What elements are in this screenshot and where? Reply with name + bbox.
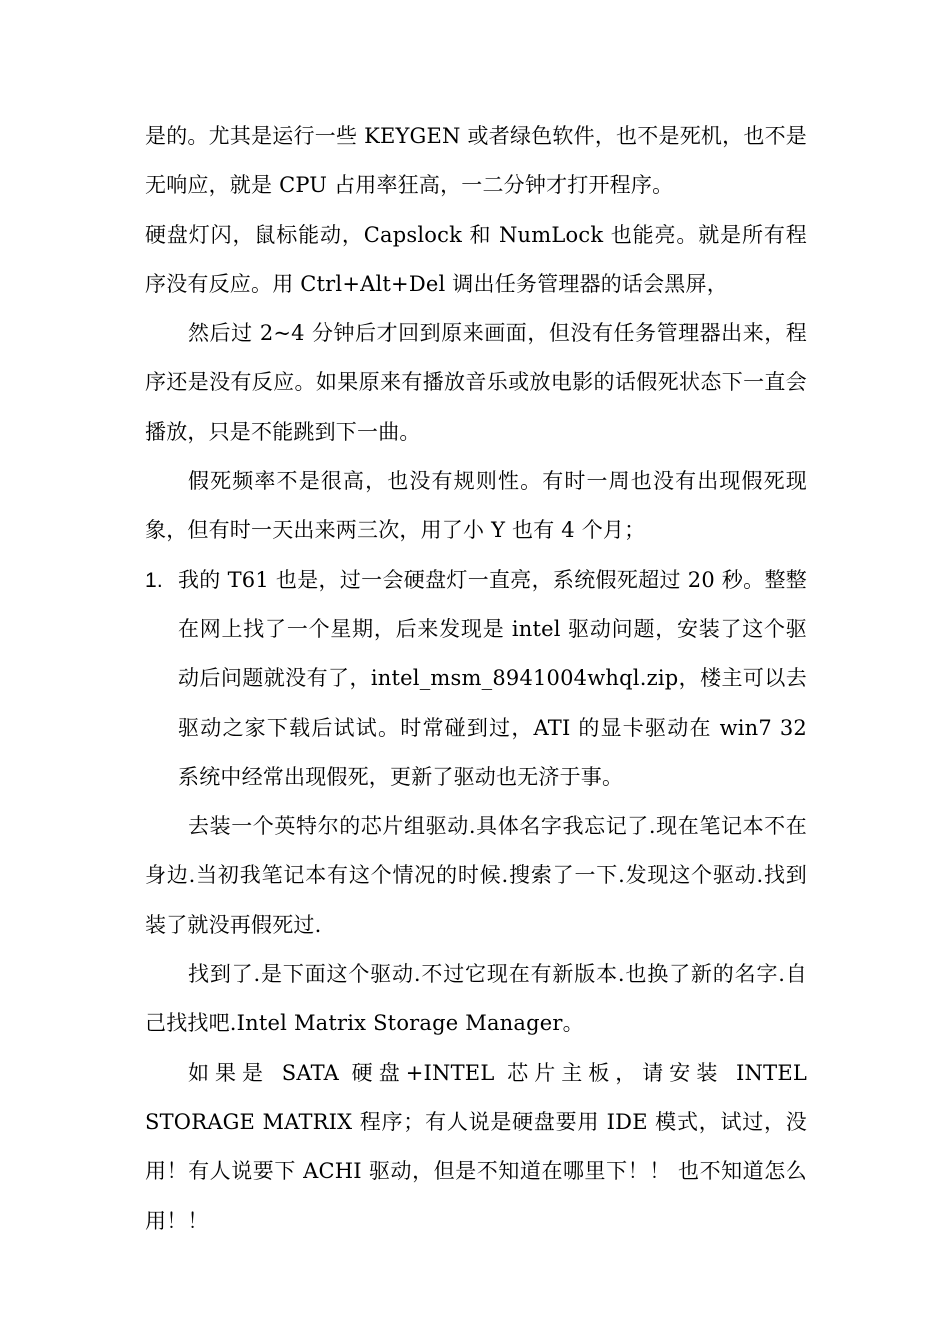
paragraph-chipset-driver: 去装一个英特尔的芯片组驱动.具体名字我忘记了.现在笔记本不在身边.当初我笔记本有这个情况的时候.搜索了一下.发现这个驱动.找到装了就没再假死过.	[145, 814, 807, 937]
list-item-text: 我的 T61 也是，过一会硬盘灯一直亮，系统假死超过 20 秒。整整在网上找了一个星期，后来发现是 intel 驱动问题，安装了这个驱动后问题就没有了，intel_msm_8941004whql.zip，楼主可以去驱动之家下载后试试。时常碰到过，ATI 的显卡驱动在 win7 32 系统中经常出现假死，更新了驱动也无济于事。	[178, 567, 807, 789]
paragraph-symptoms: 硬盘灯闪，鼠标能动，Capslock 和 NumLock 也能亮。就是所有程序没有反应。用 Ctrl+Alt+Del 调出任务管理器的话会黑屏，	[145, 222, 807, 296]
paragraph-intro: 是的。尤其是运行一些 KEYGEN 或者绿色软件，也不是死机，也不是无响应，就是 CPU 占用率狂高，一二分钟才打开程序。	[145, 124, 807, 198]
paragraph-sata-advice: 如果是 SATA 硬盘+INTEL 芯片主板，请安装 INTEL STORAGE MATRIX 程序；有人说是硬盘要用 IDE 模式，试过，没用！有人说要下 ACHI 驱动，但是不知道在哪里下！！ 也不知道怎么用！！	[145, 1060, 807, 1233]
list-item-number: 1.	[145, 568, 163, 592]
paragraph-found-driver: 找到了.是下面这个驱动.不过它现在有新版本.也换了新的名字.自己找找吧.Intel Matrix Storage Manager。	[145, 962, 807, 1036]
paragraph-recovery: 然后过 2~4 分钟后才回到原来画面，但没有任务管理器出来，程序还是没有反应。如果原来有播放音乐或放电影的话假死状态下一直会播放，只是不能跳到下一曲。	[145, 321, 807, 444]
list-item	[145, 556, 807, 802]
document-body	[145, 112, 807, 1246]
paragraph-frequency: 假死频率不是很高，也没有规则性。有时一周也没有出现假死现象，但有时一天出来两三次，用了小 Y 也有 4 个月；	[145, 469, 807, 543]
